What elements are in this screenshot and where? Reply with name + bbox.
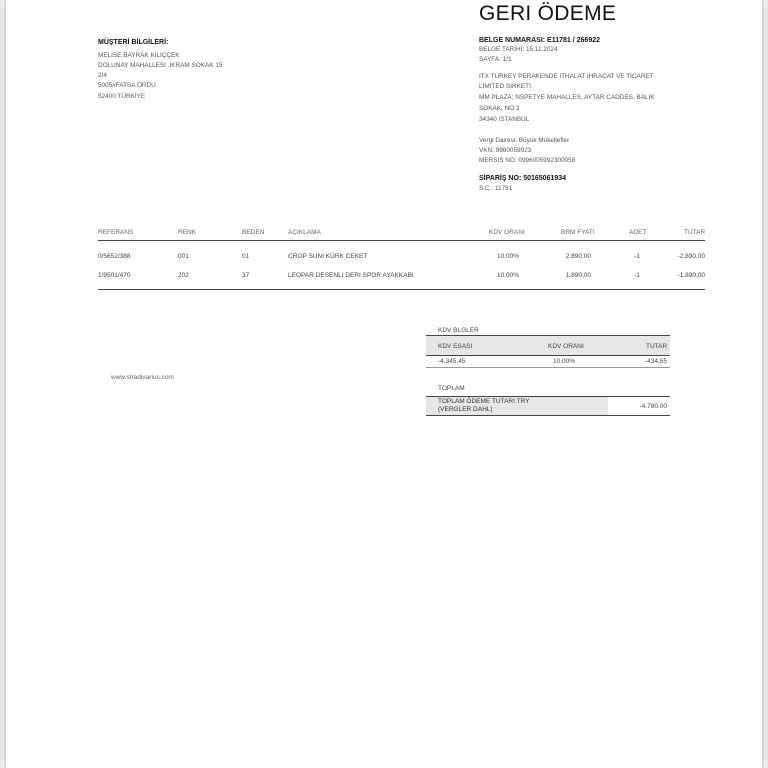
cell-description: LEOPAR DESENLI DERI SPOR AYAKKABI xyxy=(288,272,414,279)
cell-quantity: -1 xyxy=(634,253,640,260)
header-size: BEDEN xyxy=(242,229,265,236)
table-header-rule xyxy=(98,240,705,241)
table-footer-rule xyxy=(98,289,705,290)
cell-unit-price: 2.890,00 xyxy=(565,253,591,260)
totals-footer-rule xyxy=(426,415,670,416)
header-unit-price: BRM FYATI xyxy=(561,229,595,236)
tax-office: Vergi Dairesi: Büyük Mükellefler xyxy=(479,137,570,144)
vat-header-rate: KDV ORANI xyxy=(548,343,584,350)
cell-description: CROP SUNI KÜRK CEKET xyxy=(288,253,368,260)
vat-rate-value: 10,00% xyxy=(553,358,576,365)
cell-reference: 1/9501/470 xyxy=(98,272,131,279)
vat-amount-value: -434,55 xyxy=(644,358,667,365)
header-quantity: ADET xyxy=(629,229,647,236)
customer-line: MELISE BAYRAK KILIÇÇEK xyxy=(98,52,180,59)
customer-heading: MÜŞTERİ BİLGİLERİ: xyxy=(98,39,169,46)
header-reference: REFERANS xyxy=(98,229,134,236)
company-line: 34340 ISTANBUL xyxy=(479,116,530,123)
vat-row-rule xyxy=(426,367,670,368)
vat-summary-title: KDV BLGLER xyxy=(438,327,479,334)
totals-title: TOPLAM xyxy=(438,385,465,392)
totals-label-line1: TOPLAM ÖDEME TUTARI TRY xyxy=(438,398,530,405)
vat-header-base: KDV ESASI xyxy=(438,343,473,350)
sc-number: S.C.: 11781 xyxy=(479,185,513,192)
cell-vat-rate: 10,00% xyxy=(496,272,519,279)
cell-amount: -2.890,00 xyxy=(677,253,705,260)
document-page-count: SAYFA: 1/1 xyxy=(479,56,512,63)
header-description: AÇIKLAMA xyxy=(288,229,321,236)
document-date: BELGE TARİHİ: 15.11.2024 xyxy=(479,46,558,53)
customer-line: 52400 TÜRKİYE xyxy=(98,93,146,100)
company-line: ITX TURKEY PERAKENDE ITHALAT IHRACAT VE TICARET xyxy=(479,73,654,80)
customer-line: DOLUNAY MAHALLESI ,IKRAM SOKAK 15 xyxy=(98,62,223,69)
customer-line: 5005#FATSA ORDU xyxy=(98,82,156,89)
order-number: SİPARİŞ NO: 50165061934 xyxy=(479,175,567,182)
cell-size: 37 xyxy=(242,272,250,279)
company-line: SOKAK, NO:3 xyxy=(479,105,520,112)
document-page xyxy=(6,0,762,768)
cell-vat-rate: 10,00% xyxy=(496,253,519,260)
cell-reference: 0/5652/388 xyxy=(98,253,131,260)
totals-value: -4.780,00 xyxy=(639,403,667,410)
header-color: RENK xyxy=(178,229,197,236)
mersis-number: MERSIS NO: 0996005992300058 xyxy=(479,157,576,164)
cell-color: 202 xyxy=(178,272,189,279)
company-line: LIMITED SIRKETI xyxy=(479,83,531,90)
cell-quantity: -1 xyxy=(634,272,640,279)
tax-number: VKN: 9960059923 xyxy=(479,147,532,154)
document-number: BELGE NUMARASI: E11781 / 266922 xyxy=(479,37,600,44)
cell-amount: -1.890,00 xyxy=(677,272,705,279)
header-amount: TUTAR xyxy=(684,229,706,236)
website-text: www.stradivarius.com xyxy=(111,374,174,381)
cell-unit-price: 1.890,00 xyxy=(565,272,591,279)
cell-size: 01 xyxy=(242,253,250,260)
document-title: GERI ÖDEME xyxy=(479,2,617,25)
vat-header-rule xyxy=(426,355,670,356)
cell-color: 001 xyxy=(178,253,189,260)
totals-label-line2: (VERGLER DAHL) xyxy=(438,406,493,413)
vat-header-amount: TUTAR xyxy=(646,343,668,350)
header-vat-rate: KDV ORANI xyxy=(489,229,525,236)
vat-base-value: -4.345,45 xyxy=(438,358,466,365)
company-line: MM PLAZA; NSPETYE MAHALLES, AYTAR CADDES, BALIK xyxy=(479,94,655,101)
customer-line: 2/4 xyxy=(98,72,107,79)
